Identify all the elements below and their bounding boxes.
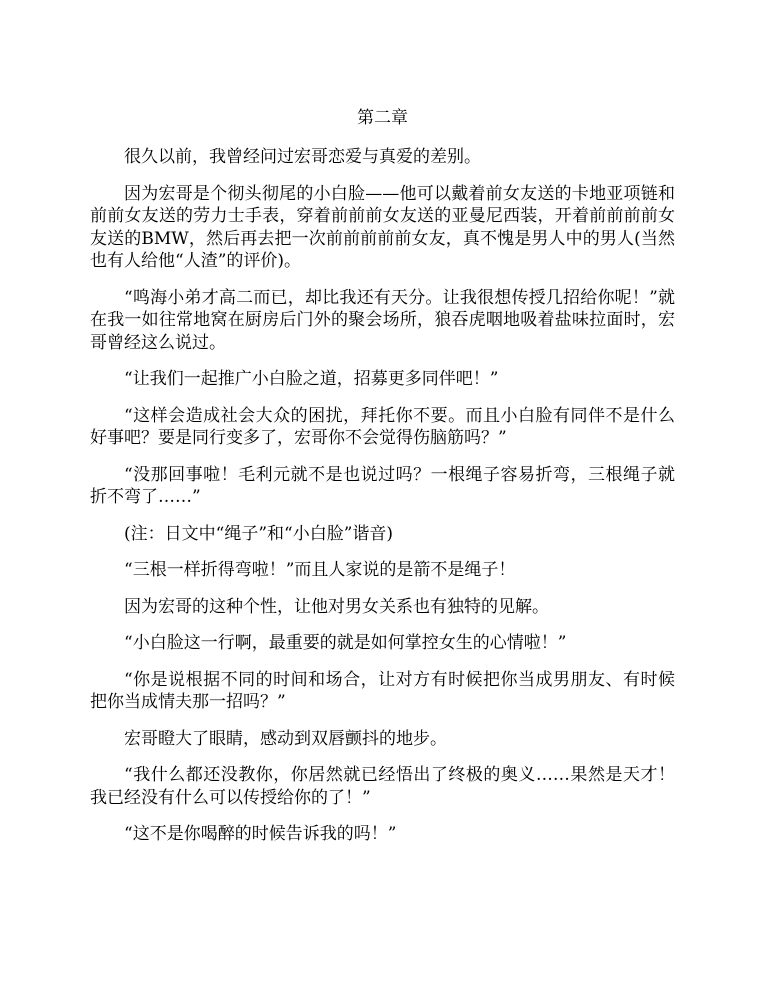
paragraph: “你是说根据不同的时间和场合，让对方有时候把你当成男朋友、有时候把你当成情夫那一招吗？” xyxy=(90,669,675,712)
paragraph: “没那回事啦！毛利元就不是也说过吗？一根绳子容易折弯，三根绳子就折不弯了……” xyxy=(90,464,675,507)
paragraph: 宏哥瞪大了眼睛，感动到双唇颤抖的地步。 xyxy=(124,728,447,749)
paragraph: “让我们一起推广小白脸之道，招募更多同伴吧！” xyxy=(124,369,499,389)
paragraph: “小白脸这一行啊，最重要的就是如何掌控女生的心情啦！” xyxy=(124,633,567,653)
paragraph: “这样会造成社会大众的困扰，拜托你不要。而且小白脸有同伴不是什么好事吧？要是同行变多了，宏哥你不会觉得伤脑筋吗？” xyxy=(90,405,675,448)
chapter-title: 第二章 xyxy=(357,108,408,128)
paragraph: “三根一样折得弯啦！”而且人家说的是箭不是绳子！ xyxy=(124,560,516,580)
paragraph: “这不是你喝醉的时候告诉我的吗！” xyxy=(124,824,397,844)
paragraph: (注：日文中“绳子”和“小白脸”谐音) xyxy=(124,523,394,544)
paragraph: “鸣海小弟才高二而已，却比我还有天分。让我很想传授几招给你呢！”就在我一如往常地窝在厨房后门外的聚会场所，狼吞虎咽地吸着盐味拉面时，宏哥曾经这么说过。 xyxy=(90,287,675,353)
paragraph: 因为宏哥的这种个性，让他对男女关系也有独特的见解。 xyxy=(124,596,549,617)
paragraph: 因为宏哥是个彻头彻尾的小白脸——他可以戴着前女友送的卡地亚项链和前前女友送的劳力士手表，穿着前前前女友送的亚曼尼西装，开着前前前前女友送的BMW，然后再去把一次前前前前前女友，真不愧是男人中的男人(当然也有人给他“人渣”的评价)。 xyxy=(90,183,675,271)
paragraph: 很久以前，我曾经问过宏哥恋爱与真爱的差别。 xyxy=(124,147,481,167)
body-text xyxy=(90,146,675,860)
paragraph: “我什么都还没教你，你居然就已经悟出了终极的奥义……果然是天才！我已经没有什么可以传授给你的了！” xyxy=(90,765,675,808)
